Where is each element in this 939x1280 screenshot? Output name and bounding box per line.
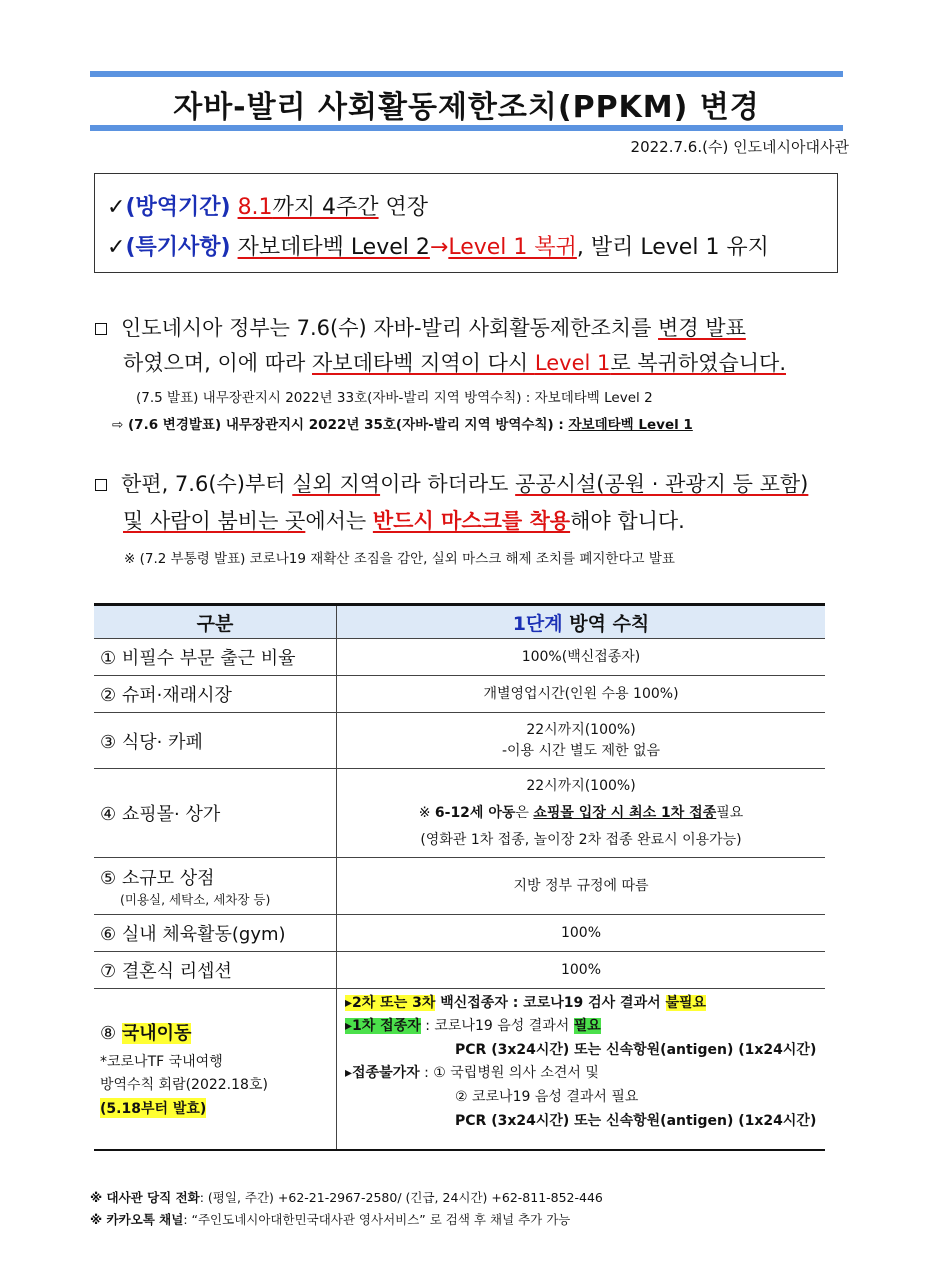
summary-box <box>94 173 838 273</box>
arrow-icon: ⇨ <box>112 417 124 433</box>
para2-line1: 한편, 7.6(수)부터 실외 지역이라 하더라도 공공시설(공원 · 관광지 등 포함) <box>95 468 808 498</box>
footer-phone: ※ 대사관 당직 전화: (평일, 주간) +62-21-2967-2580/ (긴급, 24시간) +62-811-852-446 <box>90 1190 603 1205</box>
para1-line2: 하였으며, 이에 따라 자보데타벡 지역이 다시 Level 1로 복귀하였습니다. <box>123 351 786 375</box>
para1-note1: (7.5 발표) 내무장관지시 2022년 33호(자바-발리 지역 방역수칙) : 자보데타벡 Level 2 <box>136 390 653 406</box>
table-row-domestic: ⑧ 국내이동 *코로나TF 국내여행 방역수칙 회람(2022.18호) (5.18부터 발효) ▸2차 또는 3차 백신접종자 : 코로나19 검사 결과서 불필요 ▸1차 접종자 : 코로나19 음성 결과서 필요 PCR (3x24시간) 또는 신속항원(antigen) (1x24시간) ▸접종불가자 : ① 국립병원 의사 소견서 및 ② 코로나19 음성 결과서 필요 PCR (3x24시간) 또는 신속항원(antigen) (1x24시간) <box>94 989 825 1151</box>
para1-note2: ⇨ (7.6 변경발표) 내무장관지시 2022년 35호(자바-발리 지역 방역수칙) : 자보데타벡 Level 1 <box>112 417 693 433</box>
title-rule-top <box>90 71 843 77</box>
header-category: 구분 <box>94 605 337 639</box>
table-row: ② 슈퍼·재래시장 개별영업시간(인원 수용 100%) <box>94 676 825 713</box>
date-line: 2022.7.6.(수) 인도네시아대사관 <box>630 138 849 156</box>
table-row: ⑥ 실내 체육활동(gym) 100% <box>94 915 825 952</box>
header-rules: 1단계 방역 수칙 <box>337 605 826 639</box>
summary-line-period: ✓(방역기간) 8.1까지 4주간 연장 <box>107 195 429 220</box>
table-row: ③ 식당· 카페 22시까지(100%) -이용 시간 별도 제한 없음 <box>94 713 825 769</box>
rules-table <box>94 603 825 1151</box>
title-rule-bottom <box>90 125 843 131</box>
summary-line-notes: ✓(특기사항) 자보데타벡 Level 2→Level 1 복귀, 발리 Level 1 유지 <box>107 235 769 260</box>
table-header <box>94 605 825 639</box>
checkbox-bullet-icon <box>95 323 107 335</box>
table-row: ④ 쇼핑몰· 상가 22시까지(100%) ※ 6-12세 아동은 쇼핑몰 입장 시 최소 1차 접종필요 (영화관 1차 접종, 놀이장 2차 접종 완료시 이용가능) <box>94 769 825 858</box>
table-row: ⑦ 결혼식 리셉션 100% <box>94 952 825 989</box>
para1-line1: 인도네시아 정부는 7.6(수) 자바-발리 사회활동제한조치를 변경 발표 <box>95 312 746 342</box>
table-row: ⑤ 소규모 상점 (미용실, 세탁소, 세차장 등) 지방 정부 규정에 따름 <box>94 858 825 915</box>
table-row: ① 비필수 부문 출근 비율 100%(백신접종자) <box>94 639 825 676</box>
para2-line2: 및 사람이 붐비는 곳에서는 반드시 마스크를 착용해야 합니다. <box>123 509 685 533</box>
arrow-right-icon: → <box>429 235 449 260</box>
para2-note: ※ (7.2 부통령 발표) 코로나19 재확산 조짐을 감안, 실외 마스크 해제 조치를 폐지한다고 발표 <box>124 551 675 567</box>
footer-kakao: ※ 카카오톡 채널: “주인도네시아대한민국대사관 영사서비스” 로 검색 후 채널 추가 가능 <box>90 1212 571 1227</box>
page-title: 자바-발리 사회활동제한조치(PPKM) 변경 <box>173 90 760 125</box>
check-icon: ✓ <box>107 235 126 260</box>
check-icon: ✓ <box>107 195 126 220</box>
checkbox-bullet-icon <box>95 479 107 491</box>
